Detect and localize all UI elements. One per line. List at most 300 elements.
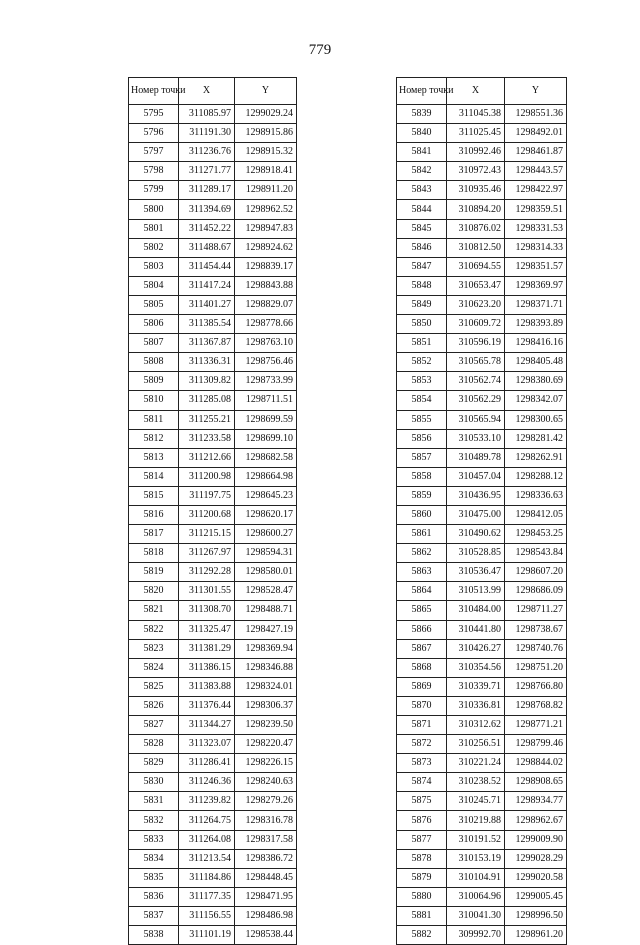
y-value-cell: 1298416.16 [505,334,567,353]
point-number-cell: 5835 [129,868,179,887]
table-row [397,276,567,295]
x-value-cell: 311383.88 [179,677,235,696]
point-number-cell: 5820 [129,582,179,601]
y-value-cell: 1298461.87 [505,143,567,162]
point-number-cell: 5815 [129,486,179,505]
table-row [129,906,297,925]
y-value-cell: 1298359.51 [505,200,567,219]
y-value-cell: 1298756.46 [235,353,297,372]
x-value-cell: 310565.78 [447,353,505,372]
table-row [397,181,567,200]
x-value-cell: 311452.22 [179,219,235,238]
y-value-cell: 1298279.26 [235,792,297,811]
y-value-cell: 1298843.88 [235,276,297,295]
y-value-cell: 1298763.10 [235,334,297,353]
y-value-cell: 1298771.21 [505,716,567,735]
y-value-cell: 1298369.94 [235,639,297,658]
point-number-cell: 5864 [397,582,447,601]
y-value-cell: 1299028.29 [505,849,567,868]
x-value-cell: 310935.46 [447,181,505,200]
table-row [397,906,567,925]
y-value-cell: 1298686.09 [505,582,567,601]
table-row [129,830,297,849]
y-value-cell: 1298934.77 [505,792,567,811]
point-number-cell: 5813 [129,448,179,467]
point-number-cell: 5853 [397,372,447,391]
point-number-cell: 5799 [129,181,179,200]
x-value-cell: 310812.50 [447,238,505,257]
table-row [129,257,297,276]
x-value-cell: 311213.54 [179,849,235,868]
x-value-cell: 311255.21 [179,410,235,429]
point-number-cell: 5829 [129,754,179,773]
x-value-cell: 311197.75 [179,486,235,505]
x-value-cell: 311401.27 [179,295,235,314]
y-value-cell: 1298664.98 [235,467,297,486]
point-number-cell: 5836 [129,887,179,906]
point-number-cell: 5825 [129,677,179,696]
point-number-cell: 5876 [397,811,447,830]
point-number-cell: 5847 [397,257,447,276]
y-value-cell: 1298427.19 [235,620,297,639]
x-value-cell: 310339.71 [447,677,505,696]
x-value-cell: 311417.24 [179,276,235,295]
table-row [397,410,567,429]
x-value-cell: 310565.94 [447,410,505,429]
point-number-cell: 5870 [397,696,447,715]
x-value-cell: 311184.86 [179,868,235,887]
x-value-cell: 311488.67 [179,238,235,257]
x-value-cell: 311308.70 [179,601,235,620]
table-row [397,448,567,467]
y-value-cell: 1298528.47 [235,582,297,601]
table-row [129,353,297,372]
point-number-cell: 5865 [397,601,447,620]
y-value-cell: 1298766.80 [505,677,567,696]
x-value-cell: 310490.62 [447,525,505,544]
table-row [129,334,297,353]
table-row [397,716,567,735]
x-value-cell: 311156.55 [179,906,235,925]
point-number-cell: 5812 [129,429,179,448]
y-value-cell: 1298471.95 [235,887,297,906]
y-value-cell: 1298740.76 [505,639,567,658]
point-number-cell: 5882 [397,926,447,945]
y-value-cell: 1298711.51 [235,391,297,410]
x-value-cell: 310336.81 [447,696,505,715]
x-value-cell: 311200.98 [179,467,235,486]
table-row [129,105,297,124]
x-value-cell: 311101.19 [179,926,235,945]
point-number-cell: 5862 [397,544,447,563]
table-row [129,372,297,391]
point-number-cell: 5873 [397,754,447,773]
point-number-cell: 5808 [129,353,179,372]
table-row [129,735,297,754]
point-number-cell: 5800 [129,200,179,219]
y-value-cell: 1298607.20 [505,563,567,582]
y-value-cell: 1298369.97 [505,276,567,295]
y-value-cell: 1299029.24 [235,105,297,124]
table-row [397,143,567,162]
y-value-cell: 1298839.17 [235,257,297,276]
table-row [397,677,567,696]
point-number-cell: 5850 [397,315,447,334]
table-row [129,143,297,162]
y-value-cell: 1298448.45 [235,868,297,887]
table-row [397,811,567,830]
table-row [397,105,567,124]
y-value-cell: 1298300.65 [505,410,567,429]
x-value-cell: 311264.08 [179,830,235,849]
y-value-cell: 1298422.97 [505,181,567,200]
x-value-cell: 310441.80 [447,620,505,639]
y-value-cell: 1298699.10 [235,429,297,448]
point-number-cell: 5871 [397,716,447,735]
point-number-cell: 5859 [397,486,447,505]
point-number-cell: 5879 [397,868,447,887]
coordinates-table-left [128,77,297,945]
table-row [397,887,567,906]
header-point-number: Номер точки [397,78,447,105]
table-row [129,467,297,486]
point-number-cell: 5868 [397,658,447,677]
y-value-cell: 1298393.89 [505,315,567,334]
x-value-cell: 311385.54 [179,315,235,334]
x-value-cell: 310245.71 [447,792,505,811]
table-row [129,639,297,658]
x-value-cell: 311292.28 [179,563,235,582]
table-row [129,525,297,544]
y-value-cell: 1298316.78 [235,811,297,830]
y-value-cell: 1298281.42 [505,429,567,448]
x-value-cell: 311286.41 [179,754,235,773]
table-row [397,620,567,639]
x-value-cell: 311177.35 [179,887,235,906]
point-number-cell: 5867 [397,639,447,658]
x-value-cell: 311386.15 [179,658,235,677]
point-number-cell: 5810 [129,391,179,410]
point-number-cell: 5821 [129,601,179,620]
table-row [129,276,297,295]
x-value-cell: 310191.52 [447,830,505,849]
y-value-cell: 1298751.20 [505,658,567,677]
x-value-cell: 311246.36 [179,773,235,792]
x-value-cell: 311025.45 [447,124,505,143]
point-number-cell: 5843 [397,181,447,200]
x-value-cell: 310609.72 [447,315,505,334]
table-row [129,410,297,429]
table-row [397,926,567,945]
point-number-cell: 5860 [397,505,447,524]
y-value-cell: 1298314.33 [505,238,567,257]
point-number-cell: 5846 [397,238,447,257]
point-number-cell: 5848 [397,276,447,295]
table-row [397,658,567,677]
y-value-cell: 1298380.69 [505,372,567,391]
table-row [129,868,297,887]
header-y: Y [235,78,297,105]
x-value-cell: 310694.55 [447,257,505,276]
x-value-cell: 310064.96 [447,887,505,906]
x-value-cell: 310596.19 [447,334,505,353]
x-value-cell: 310354.56 [447,658,505,677]
x-value-cell: 310653.47 [447,276,505,295]
point-number-cell: 5880 [397,887,447,906]
point-number-cell: 5817 [129,525,179,544]
point-number-cell: 5857 [397,448,447,467]
y-value-cell: 1298645.23 [235,486,297,505]
point-number-cell: 5840 [397,124,447,143]
x-value-cell: 311344.27 [179,716,235,735]
table-row [129,601,297,620]
x-value-cell: 311191.30 [179,124,235,143]
table-row [129,620,297,639]
y-value-cell: 1298580.01 [235,563,297,582]
point-number-cell: 5861 [397,525,447,544]
y-value-cell: 1298239.50 [235,716,297,735]
table-row [397,792,567,811]
table-row [129,792,297,811]
table-row [129,773,297,792]
point-number-cell: 5831 [129,792,179,811]
x-value-cell: 311200.68 [179,505,235,524]
x-value-cell: 310221.24 [447,754,505,773]
header-x: X [447,78,505,105]
x-value-cell: 310533.10 [447,429,505,448]
table-row [129,162,297,181]
y-value-cell: 1298262.91 [505,448,567,467]
page-number: 779 [308,42,332,58]
point-number-cell: 5833 [129,830,179,849]
y-value-cell: 1298538.44 [235,926,297,945]
y-value-cell: 1298962.52 [235,200,297,219]
x-value-cell: 311215.15 [179,525,235,544]
x-value-cell: 310623.20 [447,295,505,314]
table-row [397,162,567,181]
table-row [397,219,567,238]
table-header-row [397,78,567,105]
point-number-cell: 5878 [397,849,447,868]
table-row [129,716,297,735]
y-value-cell: 1298386.72 [235,849,297,868]
point-number-cell: 5839 [397,105,447,124]
point-number-cell: 5845 [397,219,447,238]
point-number-cell: 5797 [129,143,179,162]
table-row [397,601,567,620]
x-value-cell: 310876.02 [447,219,505,238]
x-value-cell: 310562.29 [447,391,505,410]
point-number-cell: 5830 [129,773,179,792]
y-value-cell: 1298443.57 [505,162,567,181]
point-number-cell: 5823 [129,639,179,658]
point-number-cell: 5822 [129,620,179,639]
table-row [129,926,297,945]
point-number-cell: 5818 [129,544,179,563]
point-number-cell: 5816 [129,505,179,524]
x-value-cell: 310041.30 [447,906,505,925]
y-value-cell: 1298918.41 [235,162,297,181]
point-number-cell: 5802 [129,238,179,257]
x-value-cell: 311309.82 [179,372,235,391]
x-value-cell: 311394.69 [179,200,235,219]
y-value-cell: 1298551.36 [505,105,567,124]
table-row [129,544,297,563]
y-value-cell: 1298711.27 [505,601,567,620]
x-value-cell: 310457.04 [447,467,505,486]
x-value-cell: 310992.46 [447,143,505,162]
x-value-cell: 310513.99 [447,582,505,601]
x-value-cell: 310426.27 [447,639,505,658]
point-number-cell: 5832 [129,811,179,830]
header-y: Y [505,78,567,105]
y-value-cell: 1298336.63 [505,486,567,505]
y-value-cell: 1298908.65 [505,773,567,792]
point-number-cell: 5856 [397,429,447,448]
y-value-cell: 1298961.20 [505,926,567,945]
x-value-cell: 311212.66 [179,448,235,467]
x-value-cell: 311285.08 [179,391,235,410]
point-number-cell: 5842 [397,162,447,181]
point-number-cell: 5855 [397,410,447,429]
point-number-cell: 5807 [129,334,179,353]
point-number-cell: 5827 [129,716,179,735]
y-value-cell: 1298226.15 [235,754,297,773]
y-value-cell: 1298306.37 [235,696,297,715]
table-row [129,295,297,314]
y-value-cell: 1298488.71 [235,601,297,620]
y-value-cell: 1298778.66 [235,315,297,334]
table-row [397,334,567,353]
x-value-cell: 311289.17 [179,181,235,200]
table-row [129,849,297,868]
x-value-cell: 311271.77 [179,162,235,181]
x-value-cell: 310436.95 [447,486,505,505]
coordinates-table-right [396,77,567,945]
table-row [129,429,297,448]
point-number-cell: 5858 [397,467,447,486]
table-row [397,486,567,505]
y-value-cell: 1298486.98 [235,906,297,925]
y-value-cell: 1298844.02 [505,754,567,773]
table-row [129,563,297,582]
y-value-cell: 1298594.31 [235,544,297,563]
x-value-cell: 310489.78 [447,448,505,467]
table-row [397,563,567,582]
y-value-cell: 1298240.63 [235,773,297,792]
y-value-cell: 1298371.71 [505,295,567,314]
table-row [397,315,567,334]
y-value-cell: 1298911.20 [235,181,297,200]
x-value-cell: 310256.51 [447,735,505,754]
x-value-cell: 310238.52 [447,773,505,792]
point-number-cell: 5877 [397,830,447,849]
y-value-cell: 1298600.27 [235,525,297,544]
y-value-cell: 1298220.47 [235,735,297,754]
x-value-cell: 311454.44 [179,257,235,276]
x-value-cell: 310528.85 [447,544,505,563]
point-number-cell: 5798 [129,162,179,181]
point-number-cell: 5849 [397,295,447,314]
point-number-cell: 5851 [397,334,447,353]
table-row [129,887,297,906]
y-value-cell: 1298699.59 [235,410,297,429]
point-number-cell: 5869 [397,677,447,696]
table-row [129,582,297,601]
table-row [397,525,567,544]
table-row [397,372,567,391]
table-row [129,658,297,677]
point-number-cell: 5805 [129,295,179,314]
table-row [129,677,297,696]
x-value-cell: 310894.20 [447,200,505,219]
table-row [129,315,297,334]
x-value-cell: 311301.55 [179,582,235,601]
point-number-cell: 5828 [129,735,179,754]
point-number-cell: 5824 [129,658,179,677]
y-value-cell: 1298492.01 [505,124,567,143]
y-value-cell: 1298829.07 [235,295,297,314]
y-value-cell: 1298682.58 [235,448,297,467]
x-value-cell: 311236.76 [179,143,235,162]
table-row [129,391,297,410]
point-number-cell: 5874 [397,773,447,792]
y-value-cell: 1298799.46 [505,735,567,754]
table-row [129,696,297,715]
y-value-cell: 1298915.32 [235,143,297,162]
x-value-cell: 310475.00 [447,505,505,524]
point-number-cell: 5795 [129,105,179,124]
table-row [397,124,567,143]
table-row [397,505,567,524]
table-row [397,773,567,792]
table-row [397,295,567,314]
x-value-cell: 310312.62 [447,716,505,735]
y-value-cell: 1298915.86 [235,124,297,143]
y-value-cell: 1299005.45 [505,887,567,906]
table-row [129,505,297,524]
point-number-cell: 5803 [129,257,179,276]
x-value-cell: 310104.91 [447,868,505,887]
point-number-cell: 5875 [397,792,447,811]
table-row [129,754,297,773]
point-number-cell: 5844 [397,200,447,219]
table-row [397,582,567,601]
x-value-cell: 310484.00 [447,601,505,620]
table-row [397,830,567,849]
header-point-number: Номер точки [129,78,179,105]
table-row [397,868,567,887]
y-value-cell: 1298412.05 [505,505,567,524]
header-x: X [179,78,235,105]
table-row [129,219,297,238]
point-number-cell: 5838 [129,926,179,945]
table-row [397,735,567,754]
x-value-cell: 311239.82 [179,792,235,811]
y-value-cell: 1298453.25 [505,525,567,544]
x-value-cell: 311376.44 [179,696,235,715]
table-row [129,486,297,505]
y-value-cell: 1298738.67 [505,620,567,639]
x-value-cell: 310562.74 [447,372,505,391]
x-value-cell: 311367.87 [179,334,235,353]
table-row [397,754,567,773]
x-value-cell: 310972.43 [447,162,505,181]
y-value-cell: 1298331.53 [505,219,567,238]
table-row [397,257,567,276]
y-value-cell: 1298733.99 [235,372,297,391]
x-value-cell: 310219.88 [447,811,505,830]
